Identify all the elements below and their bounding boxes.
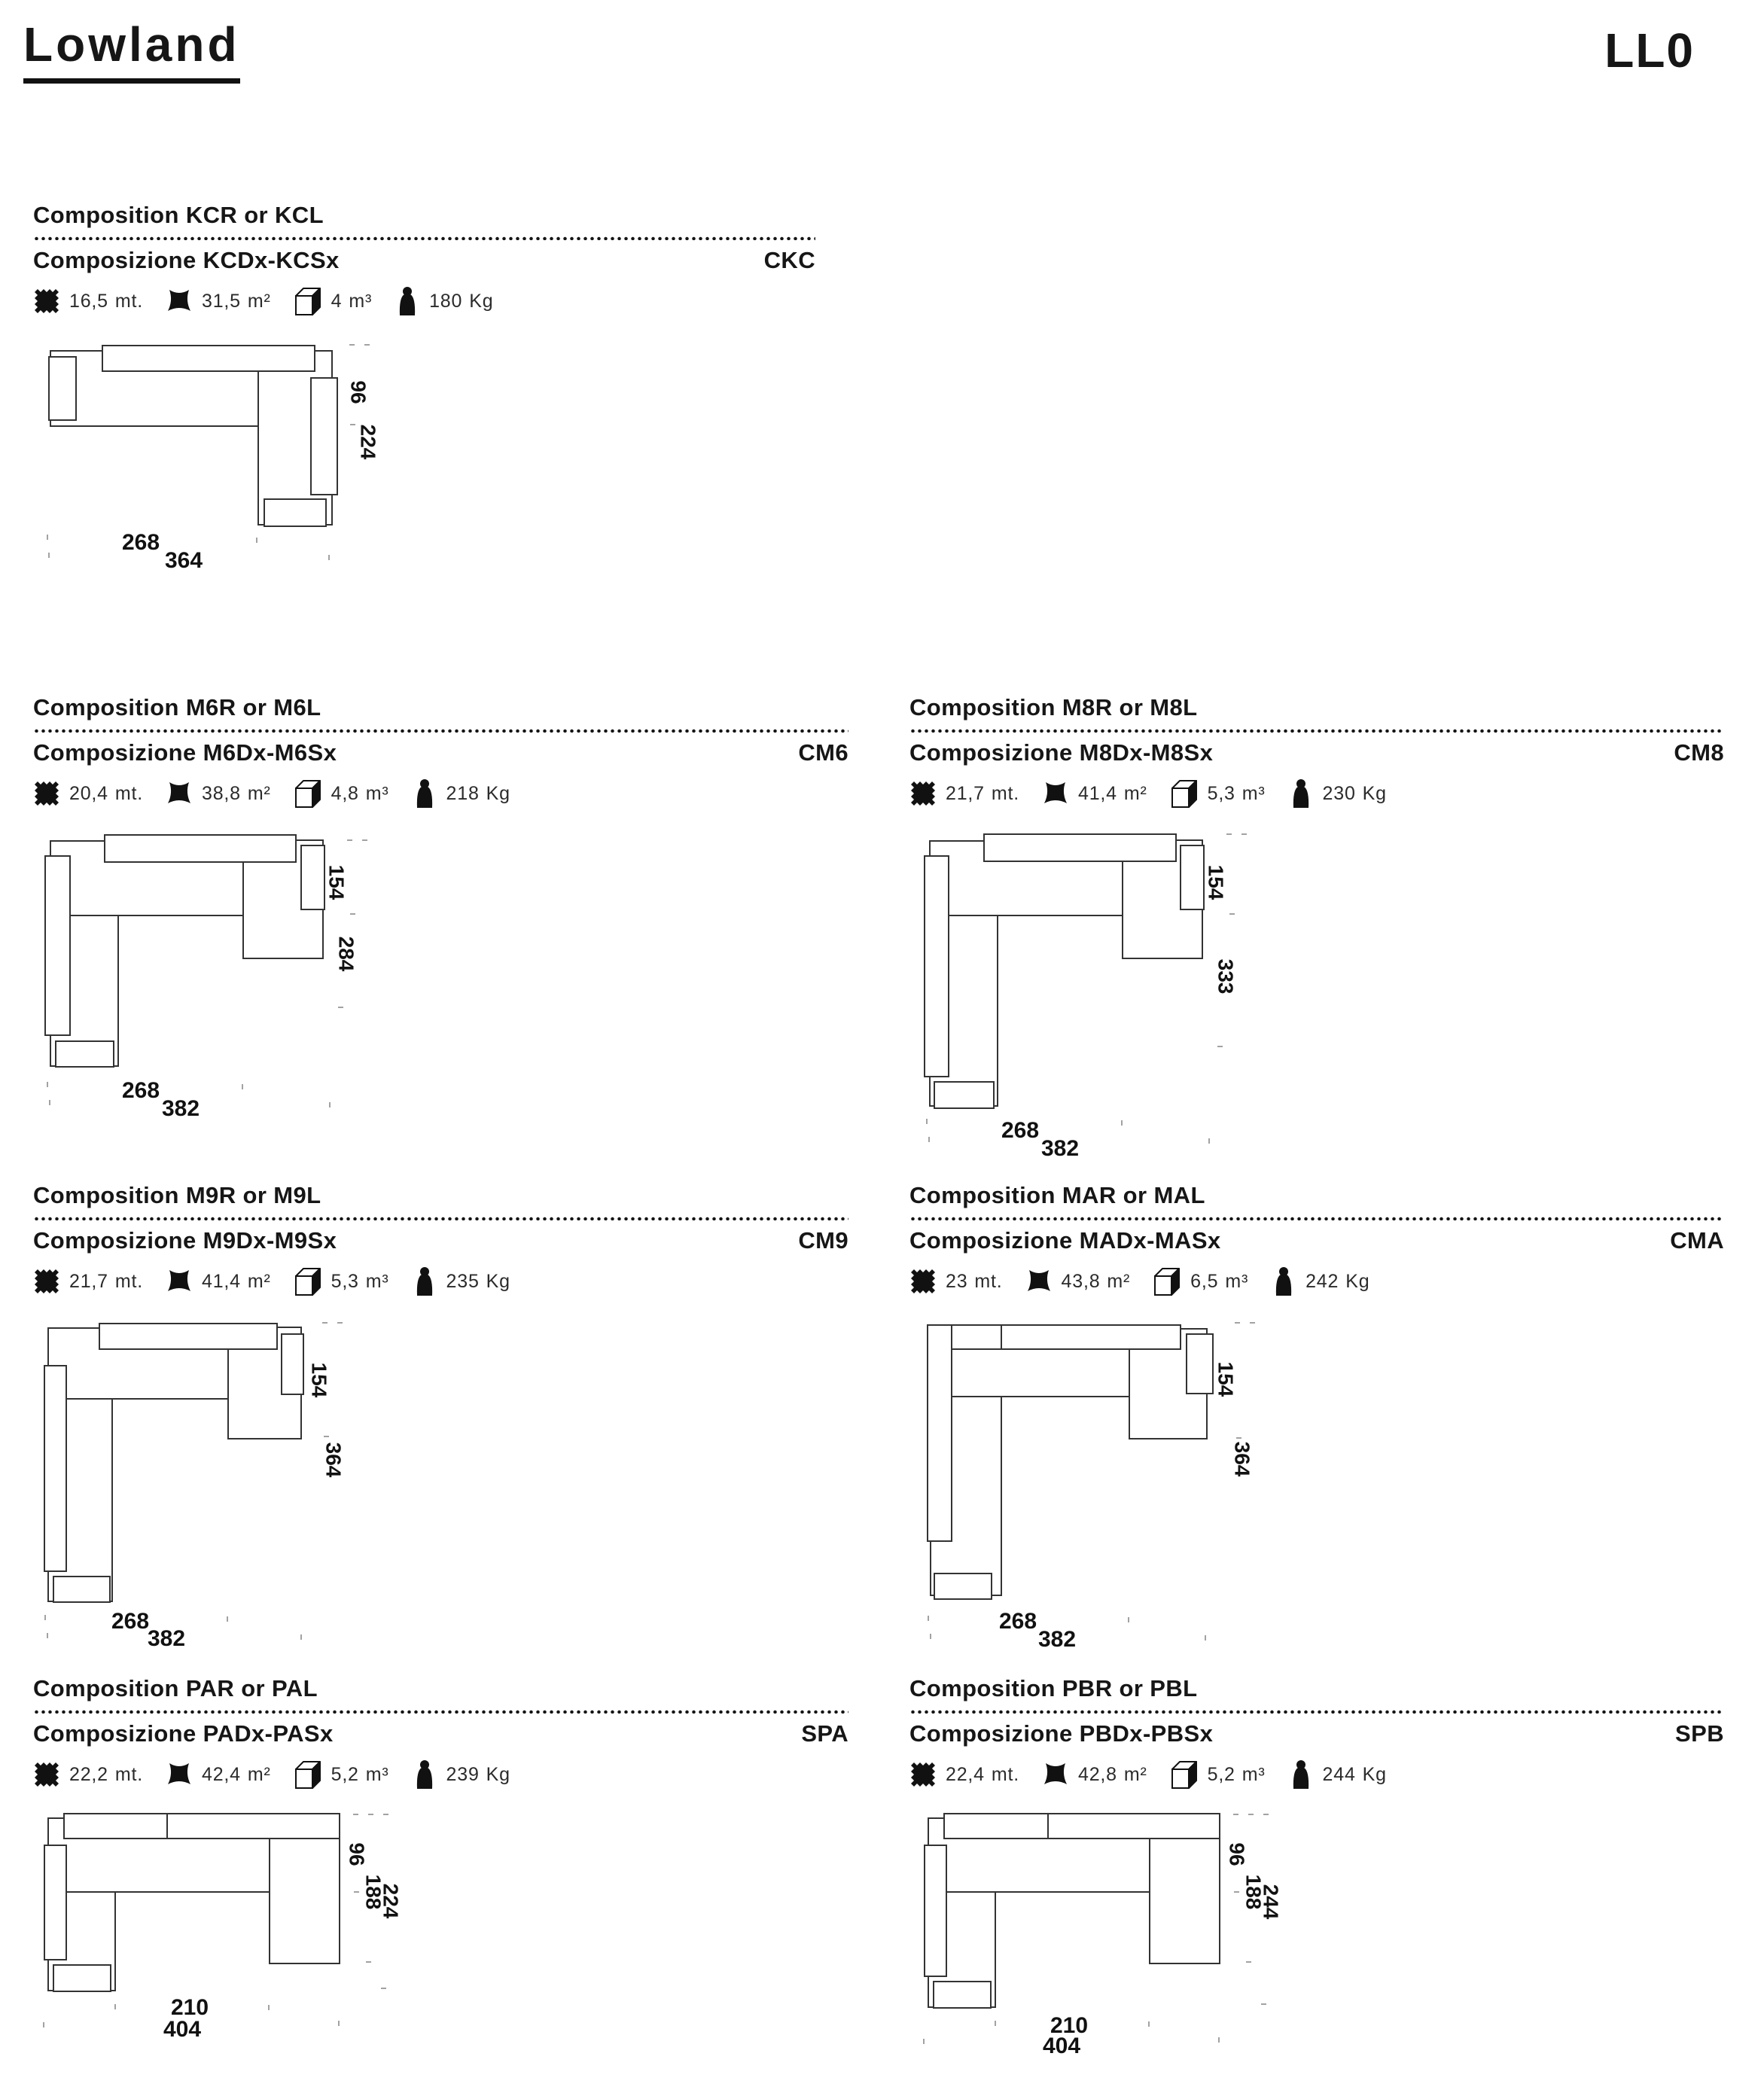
spec-unit: m³ xyxy=(365,1270,389,1292)
dim-label: 268 xyxy=(121,1078,160,1103)
backrest-outline xyxy=(928,1325,1181,1349)
composition-code: SPA xyxy=(801,1720,848,1747)
spec-value: 38,8 xyxy=(201,782,241,804)
spec-row xyxy=(33,1266,533,1296)
spec-unit: Kg xyxy=(1345,1270,1370,1292)
composition-code: CM6 xyxy=(798,739,848,766)
dim-label: 244 xyxy=(1259,1884,1283,1920)
chaise-outline xyxy=(270,1839,340,1963)
plan-diagram-m6 xyxy=(23,824,399,1126)
ottoman-outline xyxy=(53,1577,110,1602)
spec-unit: m² xyxy=(247,782,271,804)
spec-unit: m³ xyxy=(349,290,373,312)
dim-label: 333 xyxy=(1214,958,1238,995)
spec-value: 6,5 xyxy=(1190,1270,1219,1292)
spec-unit: m³ xyxy=(1225,1270,1249,1292)
spec-value: 242 xyxy=(1305,1270,1339,1292)
spec-meters xyxy=(909,780,1019,807)
spec-value: 4 xyxy=(331,290,343,312)
ottoman-outline xyxy=(56,1041,114,1067)
spec-value: 180 xyxy=(429,290,463,312)
composition-code: CKC xyxy=(763,247,815,273)
spec-value: 5,2 xyxy=(331,1763,359,1785)
spec-unit: m² xyxy=(1123,782,1147,804)
spec-row xyxy=(33,1759,533,1790)
backrest-outline xyxy=(1187,1334,1213,1394)
spec-unit: m³ xyxy=(1242,782,1266,804)
section-title-en: Composition PAR or PAL xyxy=(33,1675,318,1701)
dim-label: 210 xyxy=(1050,2013,1089,2038)
backrest-outline xyxy=(64,1814,340,1839)
fabric-swatch-icon xyxy=(33,1761,60,1788)
spec-value: 244 xyxy=(1322,1763,1356,1785)
fabric-swatch-icon xyxy=(909,1761,937,1788)
fabric-swatch-icon xyxy=(33,288,60,315)
spec-unit: Kg xyxy=(486,782,510,804)
dim-label: 154 xyxy=(1204,864,1228,900)
armrest-outline xyxy=(49,357,76,420)
weight-kettlebell-icon xyxy=(1288,1759,1314,1790)
weight-kettlebell-icon xyxy=(395,286,420,316)
spec-row xyxy=(33,778,533,809)
section-ma xyxy=(909,1182,1724,1318)
dim-label: 382 xyxy=(161,1096,200,1121)
section-kc xyxy=(33,202,815,337)
spec-unit: Kg xyxy=(1362,782,1387,804)
spec-unit: m³ xyxy=(1242,1763,1266,1785)
spec-unit: Kg xyxy=(1362,1763,1387,1785)
section-title-en: Composition M8R or M8L xyxy=(909,694,1198,720)
spec-value: 42,8 xyxy=(1077,1763,1117,1785)
spec-value: 230 xyxy=(1322,782,1356,804)
weight-kettlebell-icon xyxy=(412,1759,437,1790)
dim-label: 96 xyxy=(345,1842,369,1866)
leather-hide-icon xyxy=(1025,1268,1053,1295)
section-title-en: Composition M6R or M6L xyxy=(33,694,321,720)
dim-label: 364 xyxy=(1230,1441,1254,1477)
spec-area xyxy=(166,1268,271,1295)
spec-unit: m² xyxy=(1107,1270,1131,1292)
backrest-outline xyxy=(984,834,1176,861)
spec-weight xyxy=(1288,1759,1387,1790)
dim-label: 154 xyxy=(324,864,349,900)
section-title-it: Composizione M6Dx-M6Sx xyxy=(33,739,337,766)
dim-label: 404 xyxy=(163,2017,202,2042)
spec-value: 239 xyxy=(446,1763,480,1785)
dotted-divider xyxy=(33,236,815,240)
dim-label: 154 xyxy=(307,1362,331,1398)
composition-code: SPB xyxy=(1675,1720,1724,1747)
spec-value: 31,5 xyxy=(201,290,241,312)
spec-volume xyxy=(294,1266,389,1296)
section-title-it: Composizione M8Dx-M8Sx xyxy=(909,739,1214,766)
volume-cube-icon xyxy=(1170,778,1199,809)
spec-unit: Kg xyxy=(486,1763,510,1785)
chaise-outline xyxy=(1150,1839,1220,1963)
spec-area xyxy=(166,780,271,807)
leather-hide-icon xyxy=(1042,1761,1069,1788)
volume-cube-icon xyxy=(294,1759,322,1790)
dim-label: 224 xyxy=(379,1883,403,1919)
spec-value: 4,8 xyxy=(331,782,359,804)
ottoman-outline xyxy=(934,1982,991,2008)
section-title-en: Composition M9R or M9L xyxy=(33,1182,321,1208)
backrest-outline xyxy=(102,346,315,371)
spec-value: 16,5 xyxy=(69,290,108,312)
spec-weight xyxy=(412,1266,510,1296)
section-m9 xyxy=(33,1182,848,1318)
weight-kettlebell-icon xyxy=(1271,1266,1296,1296)
armrest-outline xyxy=(45,856,70,1035)
spec-value: 21,7 xyxy=(946,782,985,804)
leather-hide-icon xyxy=(166,1268,193,1295)
dotted-divider xyxy=(33,1216,848,1220)
spec-value: 5,2 xyxy=(1207,1763,1235,1785)
spec-value: 42,4 xyxy=(201,1763,241,1785)
section-title-en: Composition MAR or MAL xyxy=(909,1182,1205,1208)
ottoman-outline xyxy=(934,1573,992,1599)
spec-value: 23 xyxy=(946,1270,968,1292)
section-m6 xyxy=(33,694,848,830)
spec-volume xyxy=(294,778,389,809)
weight-kettlebell-icon xyxy=(412,1266,437,1296)
spec-weight xyxy=(1288,778,1387,809)
ottoman-outline xyxy=(934,1082,994,1108)
spec-unit: mt. xyxy=(114,1763,143,1785)
section-title-it: Composizione MADx-MASx xyxy=(909,1227,1221,1254)
spec-weight xyxy=(412,1759,510,1790)
spec-value: 20,4 xyxy=(69,782,108,804)
section-title-en: Composition KCR or KCL xyxy=(33,202,324,228)
spec-unit: m³ xyxy=(365,782,389,804)
dim-label: 188 xyxy=(361,1874,385,1910)
weight-kettlebell-icon xyxy=(412,778,437,809)
dim-label: 382 xyxy=(1040,1136,1080,1161)
backrest-outline xyxy=(99,1324,277,1349)
leather-hide-icon xyxy=(1042,780,1069,807)
spec-volume xyxy=(294,1759,389,1790)
section-title-it: Composizione KCDx-KCSx xyxy=(33,247,340,273)
section-pa xyxy=(33,1675,848,1811)
dim-label: 268 xyxy=(111,1609,150,1634)
spec-unit: mt. xyxy=(114,1270,143,1292)
dotted-divider xyxy=(33,1709,848,1714)
seat-outline xyxy=(952,1349,1129,1397)
fabric-swatch-icon xyxy=(33,1268,60,1295)
spec-meters xyxy=(33,1761,143,1788)
armrest-outline xyxy=(44,1845,66,1960)
volume-cube-icon xyxy=(294,286,322,316)
spec-unit: m² xyxy=(247,1270,271,1292)
plan-diagram-m8 xyxy=(903,824,1280,1163)
spec-value: 5,3 xyxy=(1207,782,1235,804)
spec-area xyxy=(1042,1761,1147,1788)
volume-cube-icon xyxy=(294,778,322,809)
dim-label: 268 xyxy=(998,1609,1037,1634)
spec-unit: m² xyxy=(1123,1763,1147,1785)
spec-area xyxy=(1025,1268,1131,1295)
spec-weight xyxy=(395,286,493,316)
spec-meters xyxy=(33,288,143,315)
plan-diagram-m9 xyxy=(23,1314,376,1649)
dim-label: 284 xyxy=(334,936,358,972)
spec-meters xyxy=(909,1268,1003,1295)
spec-volume xyxy=(294,286,372,316)
leather-hide-icon xyxy=(166,780,193,807)
spec-unit: mt. xyxy=(991,1763,1019,1785)
spec-unit: mt. xyxy=(114,782,143,804)
spec-area xyxy=(166,1761,271,1788)
spec-value: 235 xyxy=(446,1270,480,1292)
backrest-outline xyxy=(944,1814,1220,1839)
spec-meters xyxy=(909,1761,1019,1788)
spec-area xyxy=(166,288,271,315)
dim-label: 404 xyxy=(1042,2034,1081,2058)
plan-diagram-pa xyxy=(23,1803,414,2044)
volume-cube-icon xyxy=(1170,1759,1199,1790)
composition-code: CM8 xyxy=(1674,739,1724,766)
spec-value: 41,4 xyxy=(201,1270,241,1292)
composition-code: CM9 xyxy=(798,1227,848,1254)
fabric-swatch-icon xyxy=(33,780,60,807)
spec-unit: m² xyxy=(247,1763,271,1785)
backrest-outline xyxy=(282,1334,303,1394)
spec-unit: m³ xyxy=(365,1763,389,1785)
page-title: Lowland xyxy=(23,17,240,84)
section-title-it: Composizione M9Dx-M9Sx xyxy=(33,1227,337,1254)
dim-label: 364 xyxy=(321,1442,346,1478)
spec-unit: mt. xyxy=(991,782,1019,804)
dotted-divider xyxy=(909,1709,1724,1714)
section-title-en: Composition PBR or PBL xyxy=(909,1675,1198,1701)
spec-value: 43,8 xyxy=(1061,1270,1101,1292)
dim-label: 96 xyxy=(1225,1842,1249,1866)
backrest-outline xyxy=(928,1325,952,1541)
weight-kettlebell-icon xyxy=(1288,778,1314,809)
spec-unit: mt. xyxy=(114,290,143,312)
spec-volume xyxy=(1170,1759,1266,1790)
spec-unit: Kg xyxy=(469,290,494,312)
volume-cube-icon xyxy=(1153,1266,1181,1296)
spec-value: 41,4 xyxy=(1077,782,1117,804)
dim-label: 268 xyxy=(1001,1118,1040,1143)
dim-label: 382 xyxy=(147,1626,186,1649)
spec-unit: m² xyxy=(247,290,271,312)
fabric-swatch-icon xyxy=(909,1268,937,1295)
fabric-swatch-icon xyxy=(909,780,937,807)
dotted-divider xyxy=(909,728,1724,733)
ottoman-outline xyxy=(264,499,326,526)
composition-code: CMA xyxy=(1670,1227,1724,1254)
dim-label: 96 xyxy=(346,380,370,404)
spec-value: 218 xyxy=(446,782,480,804)
spec-area xyxy=(1042,780,1147,807)
plan-diagram-pb xyxy=(903,1803,1295,2059)
spec-unit: Kg xyxy=(486,1270,510,1292)
dim-label: 364 xyxy=(164,548,203,573)
spec-row xyxy=(909,778,1409,809)
dim-label: 188 xyxy=(1242,1874,1266,1910)
section-pb xyxy=(909,1675,1724,1811)
spec-unit: mt. xyxy=(974,1270,1003,1292)
leather-hide-icon xyxy=(166,1761,193,1788)
armrest-outline xyxy=(925,1845,946,1976)
section-m8 xyxy=(909,694,1724,830)
armrest-outline xyxy=(44,1366,66,1571)
spec-volume xyxy=(1170,778,1266,809)
dim-label: 210 xyxy=(170,1995,209,2020)
volume-cube-icon xyxy=(294,1266,322,1296)
spec-value: 22,4 xyxy=(946,1763,985,1785)
dim-label: 154 xyxy=(1214,1361,1238,1397)
spec-meters xyxy=(33,780,143,807)
spec-value: 21,7 xyxy=(69,1270,108,1292)
spec-value: 22,2 xyxy=(69,1763,108,1785)
backrest-outline xyxy=(301,845,324,909)
section-title-it: Composizione PADx-PASx xyxy=(33,1720,334,1747)
dim-label: 224 xyxy=(356,424,380,460)
leather-hide-icon xyxy=(166,288,193,315)
page-model-code: LL0 xyxy=(1604,23,1695,78)
spec-value: 5,3 xyxy=(331,1270,359,1292)
dotted-divider xyxy=(33,728,848,733)
plan-diagram-ma xyxy=(903,1314,1265,1649)
spec-row xyxy=(909,1266,1392,1296)
spec-row xyxy=(909,1759,1409,1790)
backrest-outline xyxy=(1181,845,1204,909)
spec-weight xyxy=(412,778,510,809)
dotted-divider xyxy=(909,1216,1724,1220)
backrest-outline xyxy=(105,835,296,862)
dim-label: 382 xyxy=(1037,1627,1077,1649)
backrest-outline xyxy=(311,378,337,495)
dim-label: 268 xyxy=(121,530,160,555)
spec-volume xyxy=(1153,1266,1248,1296)
ottoman-outline xyxy=(53,1965,111,1991)
spec-meters xyxy=(33,1268,143,1295)
plan-diagram-kc xyxy=(23,335,414,576)
spec-weight xyxy=(1271,1266,1369,1296)
spec-row xyxy=(33,286,516,316)
armrest-outline xyxy=(925,856,949,1077)
section-title-it: Composizione PBDx-PBSx xyxy=(909,1720,1214,1747)
